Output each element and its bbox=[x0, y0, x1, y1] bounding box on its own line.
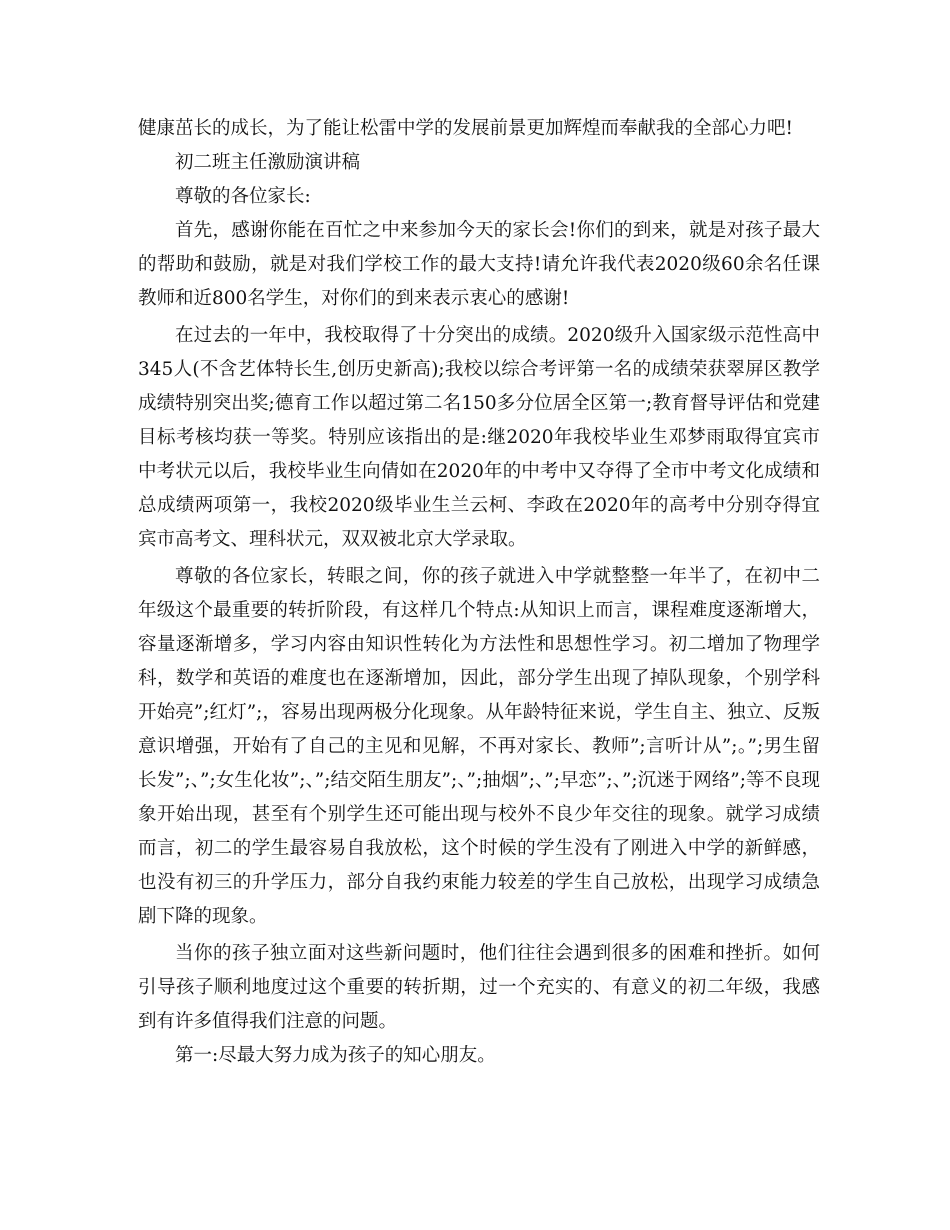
paragraph-continued-closing: 健康茁长的成长，为了能让松雷中学的发展前景更加辉煌而奉献我的全部心力吧! bbox=[138, 118, 793, 139]
paragraph-achievements: 在过去的一年中，我校取得了十分突出的成绩。2020级升入国家级示范性高中345人(不含艺体特长生,创历史新高);我校以综合考评第一名的成绩荣获翠屏区教学成绩特别突出奖;德育工作以超过第二名150多分位居全区第一;教育督导评估和党建目标考核均获一等奖。特别应该指出的是:继2020年我校毕业生邓梦雨取得宜宾市中考状元以后，我校毕业生向倩如在2020年的中考中又夺得了全市中考文化成绩和总成绩两项第一，我校2020级毕业生兰云柯、李政在2020年的高考中分别夺得宜宾市高考文、理科状元，双双被北京大学录取。 bbox=[138, 325, 820, 550]
paragraph-grade-two-features: 尊敬的各位家长，转眼之间，你的孩子就进入中学就整整一年半了，在初中二年级这个最重要的转折阶段，有这样几个特点:从知识上而言，课程难度逐渐增大，容量逐渐增多，学习内容由知识性转化为方法性和思想性学习。初二增加了物理学科，数学和英语的难度也在逐渐增加，因此，部分学生出现了掉队现象，个别学科开始亮”;红灯”;，容易出现两极分化现象。从年龄特征来说，学生自主、独立、反叛意识增强，开始有了自己的主见和见解，不再对家长、教师”;言听计从”;。”;男生留长发”;、”;女生化妆”;、”;结交陌生朋友”;、”;抽烟”;、”;早恋”;、”;沉迷于网络”;等不良现象开始出现，甚至有个别学生还可能出现与校外不良少年交往的现象。就学习成绩而言，初二的学生最容易自我放松，这个时候的学生没有了刚进入中学的新鲜感，也没有初三的升学压力，部分自我约束能力较差的学生自己放松，出现学习成绩急剧下降的现象。 bbox=[138, 566, 820, 927]
paragraph-thanks: 首先，感谢你能在百忙之中来参加今天的家长会!你们的到来，就是对孩子最大的帮助和鼓励，就是对我们学校工作的最大支持!请允许我代表2020级60余名任课教师和近800名学生，对你们的到来表示衷心的感谢! bbox=[138, 220, 820, 309]
paragraph-point-one: 第一:尽最大努力成为孩子的知心朋友。 bbox=[175, 1045, 496, 1066]
document-title: 初二班主任激励演讲稿 bbox=[175, 152, 361, 173]
paragraph-challenges: 当你的孩子独立面对这些新问题时，他们往往会遇到很多的困难和挫折。如何引导孩子顺利地度过这个重要的转折期，过一个充实的、有意义的初二年级，我感到有许多值得我们注意的问题。 bbox=[138, 943, 820, 1032]
document-page bbox=[138, 112, 820, 1073]
salutation: 尊敬的各位家长: bbox=[175, 186, 311, 207]
